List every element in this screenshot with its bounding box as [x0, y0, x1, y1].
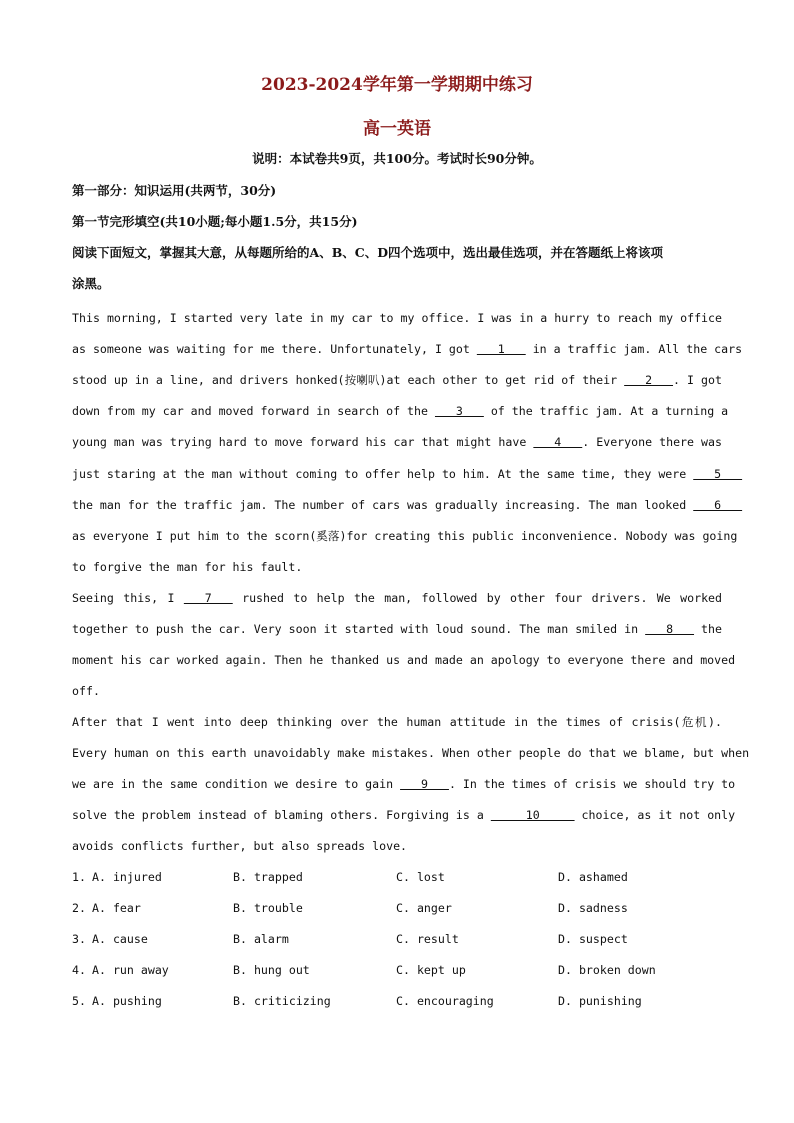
option-row — [72, 901, 722, 919]
cloze-blank: 9 — [400, 777, 449, 792]
passage-line — [72, 589, 722, 607]
passage-text: we are in the same condition we desire to gain — [72, 777, 401, 792]
passage-text: Every human on this earth unavoidably make mistakes. When other people do that we blame, but when — [72, 746, 750, 761]
passage-text: stood up in a line, and drivers honked(按喇叭)at each other to get rid of their — [72, 373, 625, 388]
option-b: B. hung out — [233, 963, 310, 978]
passage-line — [72, 775, 736, 793]
passage-text: This morning, I started very late in my car to my office. I was in a hurry to reach my office — [72, 311, 722, 325]
passage-text: to forgive the man for his fault. — [72, 559, 303, 574]
option-row — [72, 870, 722, 888]
exam-instructions: 说明：本试卷共9页，共100分。考试时长90分钟。 — [252, 151, 542, 166]
passage-text: avoids conflicts further, but also spreads love. — [72, 839, 408, 854]
option-row — [72, 994, 722, 1012]
passage-text: together to push the car. Very soon it started with loud sound. The man smiled in — [72, 622, 646, 637]
cloze-blank: 10 — [490, 808, 575, 823]
part-heading: 第一部分：知识运用(共两节，30分) — [72, 183, 277, 198]
passage-text: in a traffic jam. All the cars — [525, 342, 743, 357]
option-a: A. pushing — [92, 994, 162, 1009]
passage-line — [72, 496, 743, 514]
passage-text: solve the problem instead of blaming others. Forgiving is a — [72, 808, 491, 823]
question-number: 4. — [72, 963, 86, 978]
passage-text: young man was trying hard to move forward his car that might have — [72, 435, 534, 450]
passage-text: rushed to help the man, followed by other four drivers. We worked — [232, 591, 723, 605]
option-d: D. broken down — [558, 963, 656, 978]
directions-line-1: 阅读下面短文，掌握其大意，从每题所给的A、B、C、D四个选项中，选出最佳选项，并在答题纸上将该项 — [72, 245, 664, 260]
passage-text: . In the times of crisis we should try to — [448, 777, 736, 792]
cloze-blank: 1 — [476, 342, 526, 357]
passage-line — [72, 309, 722, 327]
passage-text: of the traffic jam. At a turning a — [483, 404, 729, 419]
passage-text: After that I went into deep thinking over the human attitude in the times of crisis(危机). — [72, 715, 722, 729]
exam-title: 2023-2024学年第一学期期中练习 — [261, 75, 533, 95]
question-number: 1. — [72, 870, 86, 884]
option-d: D. sadness — [558, 901, 628, 916]
option-row — [72, 963, 722, 981]
option-a: A. run away — [92, 963, 169, 978]
directions-line-2: 涂黑。 — [72, 276, 110, 291]
cloze-blank: 7 — [183, 591, 233, 605]
option-a: A. fear — [92, 901, 141, 916]
cloze-blank: 3 — [434, 404, 484, 419]
option-c: C. kept up — [396, 963, 466, 978]
passage-line — [72, 527, 738, 545]
passage-line — [72, 806, 736, 824]
cloze-blank: 4 — [533, 435, 583, 450]
passage-text: Seeing this, I — [72, 591, 184, 605]
exam-subtitle: 高一英语 — [363, 119, 431, 139]
passage-line — [72, 340, 743, 358]
passage-text: . Everyone there was — [582, 435, 722, 450]
passage-line — [72, 620, 722, 638]
passage-line — [72, 402, 729, 420]
passage-line — [72, 433, 722, 451]
passage-text: choice, as it not only — [574, 808, 736, 823]
option-row — [72, 932, 722, 950]
cloze-blank: 8 — [645, 622, 695, 637]
cloze-blank: 5 — [693, 466, 743, 481]
option-b: B. trouble — [233, 901, 303, 916]
option-b: B. criticizing — [233, 994, 331, 1009]
cloze-blank: 2 — [624, 373, 674, 388]
option-c: C. result — [396, 932, 459, 947]
option-c: C. lost — [396, 870, 445, 884]
passage-line — [72, 713, 722, 731]
passage-line — [72, 651, 736, 669]
option-b: B. trapped — [233, 870, 303, 884]
passage-text: as everyone I put him to the scorn(奚落)for creating this public inconvenience. Nobody was going — [72, 528, 738, 543]
option-a: A. injured — [92, 870, 162, 884]
option-d: D. suspect — [558, 932, 628, 947]
passage-text: moment his car worked again. Then he thanked us and made an apology to everyone there and moved — [72, 653, 736, 668]
passage-line — [72, 558, 722, 576]
cloze-blank: 6 — [693, 497, 743, 512]
option-d: D. punishing — [558, 994, 642, 1009]
question-number: 3. — [72, 932, 86, 947]
option-c: C. encouraging — [396, 994, 494, 1009]
passage-text: just staring at the man without coming to offer help to him. At the same time, they were — [72, 466, 694, 481]
passage-text: off. — [72, 684, 100, 699]
passage-line — [72, 371, 722, 389]
question-number: 2. — [72, 901, 86, 916]
passage-text: the — [694, 622, 723, 637]
passage-line — [72, 682, 722, 700]
option-a: A. cause — [92, 932, 148, 947]
option-c: C. anger — [396, 901, 452, 916]
passage-text: down from my car and moved forward in search of the — [72, 404, 435, 419]
passage-line — [72, 465, 743, 483]
passage-text: as someone was waiting for me there. Unfortunately, I got — [72, 342, 477, 357]
option-d: D. ashamed — [558, 870, 628, 884]
option-b: B. alarm — [233, 932, 289, 947]
subsection-heading: 第一节完形填空(共10小题;每小题1.5分，共15分) — [72, 214, 358, 229]
passage-line — [72, 837, 722, 855]
passage-text: . I got — [673, 373, 722, 388]
passage-line — [72, 744, 750, 762]
passage-text: the man for the traffic jam. The number of cars was gradually increasing. The man looked — [72, 497, 694, 512]
question-number: 5. — [72, 994, 86, 1009]
